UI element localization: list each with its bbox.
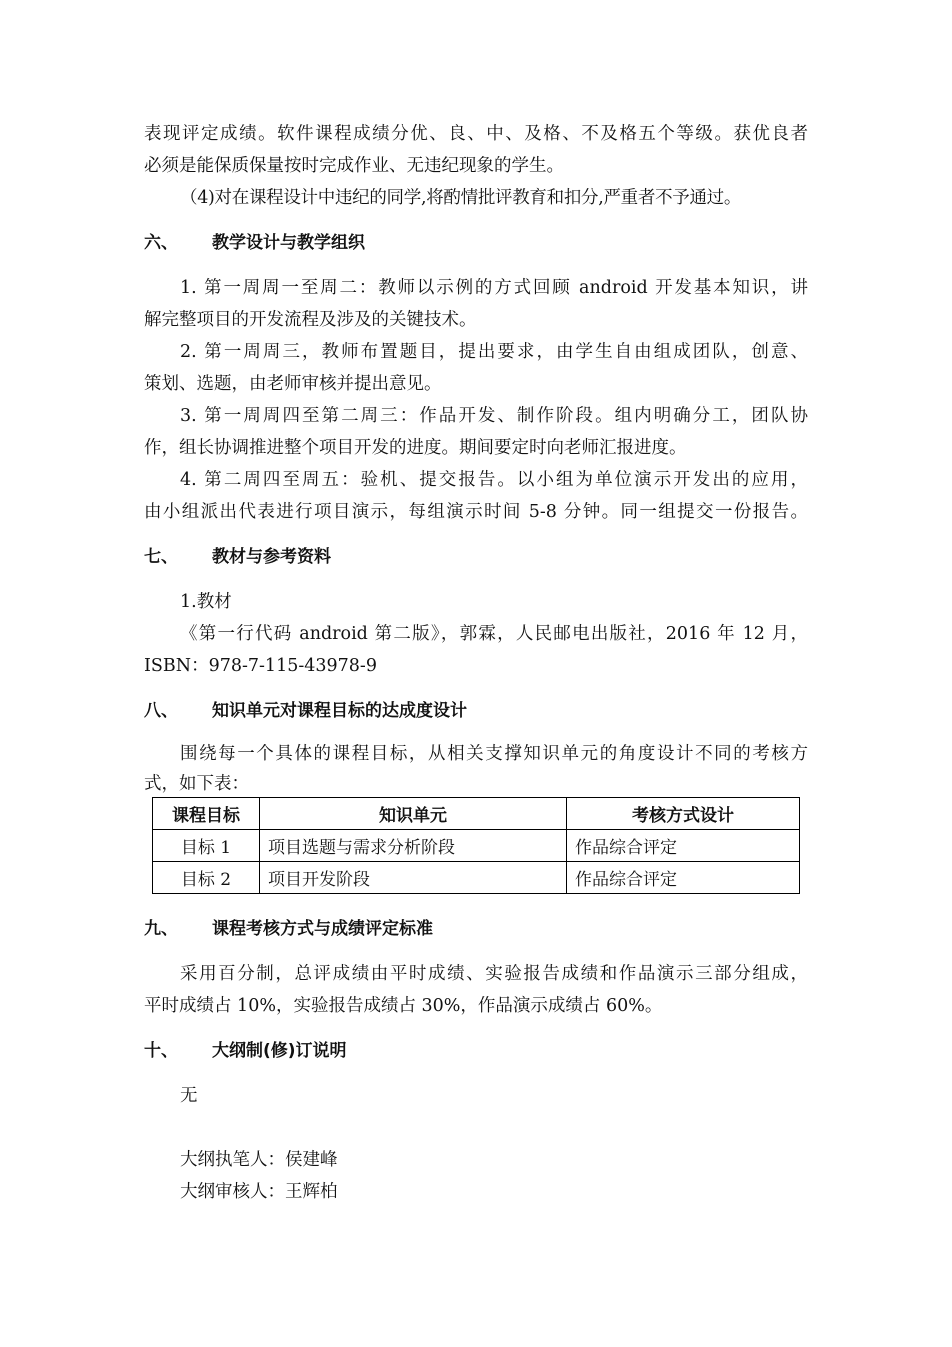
section-10-number: 十、 [144,1041,178,1061]
section-6-p1-line-2: 解完整项目的开发流程及涉及的关键技术。 [144,310,477,330]
section-10-title: 大纲制(修)订说明 [212,1041,347,1061]
cell-goal: 目标 1 [153,830,260,862]
section-6-p2-line-1: 2. 第一周周三，教师布置题目，提出要求，由学生自由组成团队，创意、 [180,342,808,362]
section-6-p4-line-1: 4. 第二周四至周五：验机、提交报告。以小组为单位演示开发出的应用， [180,470,808,490]
section-8-heading [144,696,467,726]
section-6-p3-line-1: 3. 第一周周四至第二周三：作品开发、制作阶段。组内明确分工，团队协 [180,406,808,426]
cell-unit: 项目开发阶段 [260,862,567,894]
assessment-table [152,797,800,894]
section-9-p-line-1: 采用百分制，总评成绩由平时成绩、实验报告成绩和作品演示三部分组成， [180,964,808,984]
cell-assessment: 作品综合评定 [567,862,800,894]
table-header-row [153,798,800,830]
section-9-p-line-2: 平时成绩占 10%，实验报告成绩占 30%，作品演示成绩占 60%。 [144,996,663,1016]
section-7-number: 七、 [144,547,178,567]
section-8-title: 知识单元对课程目标的达成度设计 [212,701,467,721]
section-6-title: 教学设计与教学组织 [212,233,365,253]
section-6-heading [144,228,365,258]
section-6-p1-line-1: 1. 第一周周一至周二：教师以示例的方式回顾 android 开发基本知识，讲 [180,278,808,298]
section-9-title: 课程考核方式与成绩评定标准 [212,919,433,939]
header-course-goal: 课程目标 [153,798,260,830]
section-7-subheading: 1.教材 [180,592,232,612]
section-7-title: 教材与参考资料 [212,547,331,567]
section-6-p3-line-2: 作，组长协调推进整个项目开发的进度。期间要定时向老师汇报进度。 [144,438,687,458]
outline-writer: 大纲执笔人：侯建峰 [180,1150,338,1170]
textbook-line-2: ISBN：978-7-115-43978-9 [144,656,377,676]
outline-reviewer: 大纲审核人：王辉柏 [180,1182,338,1202]
section-8-number: 八、 [144,701,178,721]
cell-goal: 目标 2 [153,862,260,894]
intro-line-3: （4)对在课程设计中违纪的同学,将酌情批评教育和扣分,严重者不予通过。 [180,188,742,208]
section-7-heading [144,542,331,572]
intro-line-1: 表现评定成绩。软件课程成绩分优、良、中、及格、不及格五个等级。获优良者 [144,124,808,144]
section-6-p2-line-2: 策划、选题，由老师审核并提出意见。 [144,374,442,394]
table-row [153,862,800,894]
section-10-body: 无 [180,1086,198,1106]
section-8-p-line-2: 式，如下表： [144,774,249,794]
section-6-number: 六、 [144,233,178,253]
section-9-heading [144,914,433,944]
section-10-heading [144,1036,347,1066]
cell-unit: 项目选题与需求分析阶段 [260,830,567,862]
section-6-p4-line-2: 由小组派出代表进行项目演示，每组演示时间 5-8 分钟。同一组提交一份报告。 [144,502,808,522]
header-assessment-design: 考核方式设计 [567,798,800,830]
intro-line-2: 必须是能保质保量按时完成作业、无违纪现象的学生。 [144,156,564,176]
section-9-number: 九、 [144,919,178,939]
section-8-p-line-1: 围绕每一个具体的课程目标，从相关支撑知识单元的角度设计不同的考核方 [180,744,808,764]
table-row [153,830,800,862]
header-knowledge-unit: 知识单元 [260,798,567,830]
cell-assessment: 作品综合评定 [567,830,800,862]
textbook-line-1: 《第一行代码 android 第二版》，郭霖，人民邮电出版社，2016 年 12 月， [180,624,808,644]
